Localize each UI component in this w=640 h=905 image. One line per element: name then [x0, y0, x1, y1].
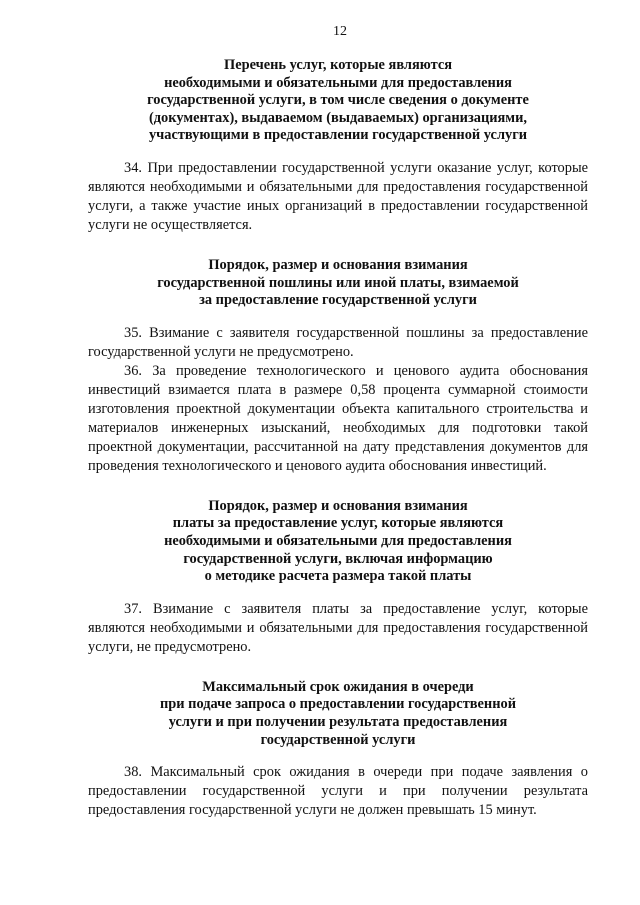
section-services-list: [88, 57, 588, 235]
section-heading: [88, 679, 588, 749]
paragraph-34: 34. При предоставлении государственной услуги оказание услуг, которые являются необходимыми и обязательными для предоставления государственной услуги, а также участие иных организаций в предоставлении государственной услуги не осуществляется.: [88, 159, 588, 233]
paragraph-36: 36. За проведение технологического и ценового аудита обоснования инвестиций взимается плата в размере 0,58 процента суммарной стоимости изготовления проектной документации объекта капитального строительства и материалов инженерных изысканий, необходимых для подготовки такой проектной документации, рассчитанной на дату представления документов для проведения технологического и ценового аудита обоснования инвестиций.: [88, 362, 588, 474]
document-page: [88, 24, 588, 820]
heading-line: Порядок, размер и основания взимания: [208, 497, 468, 514]
heading-line: за предоставление государственной услуги: [199, 292, 477, 309]
heading-line: (документах), выдаваемом (выдаваемых) организациями,: [148, 109, 528, 126]
paragraph-38: 38. Максимальный срок ожидания в очереди при подаче заявления о предоставлении государственной услуги и при получении результата предоставления государственной услуги не должен превышать 15 минут.: [88, 764, 588, 819]
heading-line: Порядок, размер и основания взимания: [208, 256, 468, 273]
heading-line: участвующими в предоставлении государственной услуги: [148, 127, 528, 144]
heading-line: Максимальный срок ожидания в очереди: [202, 678, 474, 695]
section-queue-wait-time: [88, 679, 588, 820]
section-state-fee: [88, 257, 588, 476]
heading-line: государственной услуги: [260, 731, 416, 748]
section-mandatory-services-fee: [88, 498, 588, 657]
heading-line: государственной услуги, в том числе сведения о документе: [147, 92, 529, 109]
section-heading: [88, 57, 588, 145]
heading-line: Перечень услуг, которые являются: [224, 57, 452, 73]
heading-line: платы за предоставление услуг, которые являются: [172, 515, 504, 532]
section-heading: [88, 257, 588, 310]
heading-line: при подаче запроса о предоставлении государственной: [159, 696, 516, 713]
section-heading: [88, 498, 588, 586]
heading-line: государственной пошлины или иной платы, взимаемой: [157, 274, 519, 291]
heading-line: услуги и при получении результата предоставления: [168, 713, 508, 730]
paragraph-37: 37. Взимание с заявителя платы за предоставление услуг, которые являются необходимыми и обязательными для предоставления государственной услуги, не предусмотрено.: [88, 600, 588, 655]
paragraph-35: 35. Взимание с заявителя государственной пошлины за предоставление государственной услуги не предусмотрено.: [88, 324, 588, 360]
heading-line: государственной услуги, включая информацию: [183, 550, 493, 567]
heading-line: необходимыми и обязательными для предоставления: [164, 74, 512, 91]
heading-line: о методике расчета размера такой платы: [204, 568, 472, 585]
heading-line: необходимыми и обязательными для предоставления: [164, 532, 512, 549]
page-number: 12: [333, 24, 347, 39]
